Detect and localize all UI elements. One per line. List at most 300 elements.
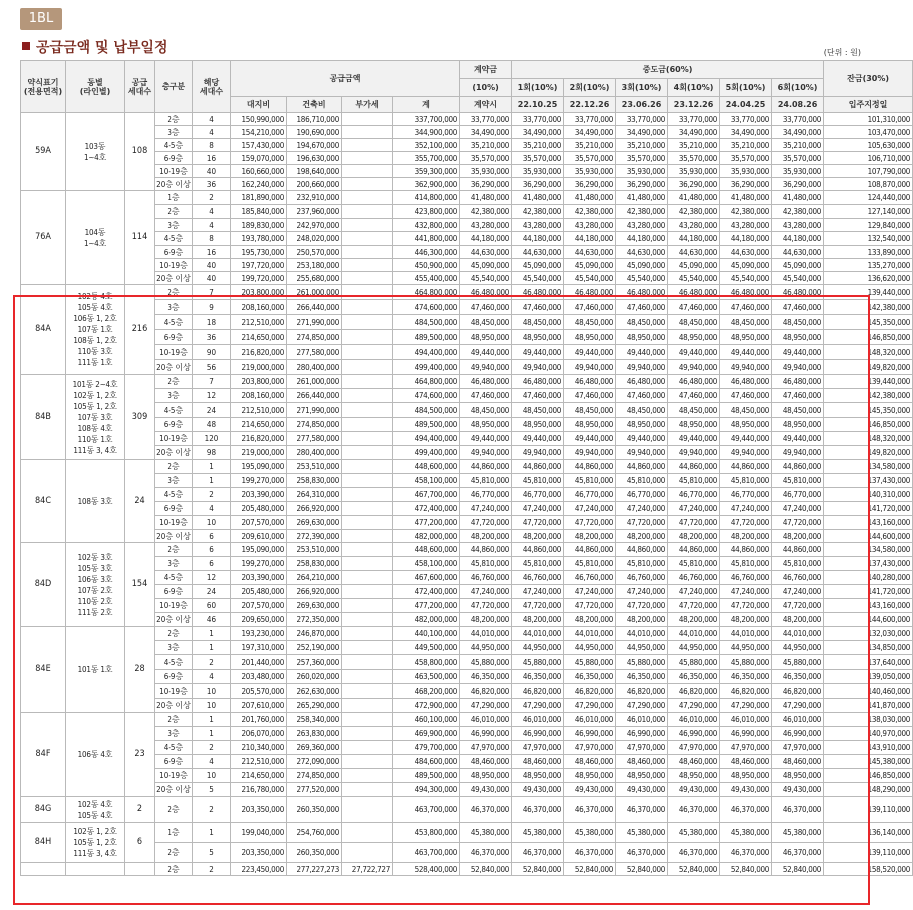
contract-cell: 36,290,000 bbox=[460, 178, 512, 191]
dong-line: 111동 3, 4호 bbox=[73, 445, 117, 455]
header-inst-label: 3회(10%) bbox=[616, 79, 668, 97]
inst2-cell: 46,480,000 bbox=[564, 285, 616, 300]
vat-cell bbox=[342, 557, 393, 571]
total-cell: 477,200,000 bbox=[393, 516, 460, 530]
inst1-cell: 45,810,000 bbox=[512, 557, 564, 571]
building-cell: 266,440,000 bbox=[287, 300, 342, 315]
balance-cell: 146,850,000 bbox=[824, 769, 913, 783]
land-cell: 159,070,000 bbox=[231, 152, 287, 165]
building-cell: 248,020,000 bbox=[287, 232, 342, 246]
table-row bbox=[21, 403, 913, 418]
vat-cell bbox=[342, 285, 393, 300]
dong-line: 101동 2~4호 bbox=[72, 379, 118, 389]
header-balance-when: 입주지정일 bbox=[824, 97, 913, 113]
building-cell: 190,690,000 bbox=[287, 126, 342, 139]
dong-cell bbox=[66, 797, 125, 823]
section-title bbox=[22, 37, 167, 57]
inst3-cell: 47,240,000 bbox=[616, 502, 668, 516]
inst3-cell: 52,840,000 bbox=[616, 863, 668, 876]
land-cell: 195,090,000 bbox=[231, 543, 287, 557]
dong-line: 104동 bbox=[84, 227, 106, 237]
table-row bbox=[21, 543, 913, 557]
inst4-cell: 36,290,000 bbox=[668, 178, 720, 191]
inst5-cell: 46,370,000 bbox=[720, 797, 772, 823]
contract-cell: 35,210,000 bbox=[460, 139, 512, 152]
balance-cell: 133,890,000 bbox=[824, 246, 913, 259]
land-cell: 214,650,000 bbox=[231, 330, 287, 345]
inst5-cell: 46,990,000 bbox=[720, 727, 772, 741]
table-row bbox=[21, 474, 913, 488]
inst3-cell: 44,860,000 bbox=[616, 460, 668, 474]
land-cell: 193,230,000 bbox=[231, 627, 287, 641]
dong-line: 106동 3호 bbox=[77, 574, 113, 584]
table-row bbox=[21, 165, 913, 178]
inst4-cell: 44,860,000 bbox=[668, 460, 720, 474]
inst5-cell: 45,380,000 bbox=[720, 823, 772, 843]
contract-cell: 46,370,000 bbox=[460, 843, 512, 863]
land-cell: 212,510,000 bbox=[231, 755, 287, 769]
balance-cell: 124,440,000 bbox=[824, 191, 913, 205]
inst2-cell: 49,440,000 bbox=[564, 432, 616, 446]
total-cell: 352,100,000 bbox=[393, 139, 460, 152]
contract-cell: 43,280,000 bbox=[460, 219, 512, 232]
supply-units-cell: 114 bbox=[125, 191, 155, 285]
vat-cell bbox=[342, 530, 393, 543]
dong-cell bbox=[66, 285, 125, 375]
inst5-cell: 44,950,000 bbox=[720, 641, 772, 655]
inst3-cell: 47,240,000 bbox=[616, 585, 668, 599]
inst4-cell: 46,350,000 bbox=[668, 670, 720, 684]
inst2-cell: 49,940,000 bbox=[564, 446, 616, 460]
inst2-cell: 47,240,000 bbox=[564, 585, 616, 599]
dong-cell bbox=[66, 375, 125, 460]
inst2-cell: 46,350,000 bbox=[564, 670, 616, 684]
inst5-cell: 45,810,000 bbox=[720, 557, 772, 571]
inst1-cell: 34,490,000 bbox=[512, 126, 564, 139]
inst3-cell: 48,460,000 bbox=[616, 755, 668, 769]
building-cell: 266,440,000 bbox=[287, 389, 342, 403]
vat-cell bbox=[342, 418, 393, 432]
inst5-cell: 46,820,000 bbox=[720, 684, 772, 699]
contract-cell: 47,460,000 bbox=[460, 300, 512, 315]
inst3-cell: 46,480,000 bbox=[616, 375, 668, 389]
inst3-cell: 48,200,000 bbox=[616, 613, 668, 627]
inst3-cell: 45,090,000 bbox=[616, 259, 668, 272]
count-cell: 12 bbox=[193, 389, 231, 403]
inst2-cell: 45,810,000 bbox=[564, 557, 616, 571]
balance-cell: 148,290,000 bbox=[824, 783, 913, 797]
contract-cell: 44,950,000 bbox=[460, 641, 512, 655]
floor-cell: 2층 bbox=[155, 627, 193, 641]
land-cell: 203,390,000 bbox=[231, 488, 287, 502]
balance-cell: 143,160,000 bbox=[824, 516, 913, 530]
inst4-cell: 44,010,000 bbox=[668, 627, 720, 641]
inst2-cell: 44,180,000 bbox=[564, 232, 616, 246]
contract-cell: 47,720,000 bbox=[460, 599, 512, 613]
dong-line: 102동 3호 bbox=[77, 552, 113, 562]
unit-type-cell: 84B bbox=[21, 375, 66, 460]
floor-cell: 4-5층 bbox=[155, 232, 193, 246]
inst2-cell: 47,460,000 bbox=[564, 389, 616, 403]
table-row bbox=[21, 557, 913, 571]
building-cell: 261,000,000 bbox=[287, 375, 342, 389]
total-cell: 477,200,000 bbox=[393, 599, 460, 613]
inst5-cell: 44,860,000 bbox=[720, 460, 772, 474]
building-cell: 232,910,000 bbox=[287, 191, 342, 205]
inst4-cell: 35,210,000 bbox=[668, 139, 720, 152]
dong-line: 102동 4호 bbox=[77, 292, 113, 301]
balance-cell: 132,030,000 bbox=[824, 627, 913, 641]
total-cell: 528,400,000 bbox=[393, 863, 460, 876]
floor-cell: 6-9층 bbox=[155, 418, 193, 432]
supply-units-cell: 23 bbox=[125, 713, 155, 797]
inst1-cell: 44,860,000 bbox=[512, 460, 564, 474]
total-cell: 489,500,000 bbox=[393, 418, 460, 432]
contract-cell: 47,970,000 bbox=[460, 741, 512, 755]
building-cell: 272,090,000 bbox=[287, 755, 342, 769]
inst2-cell: 48,450,000 bbox=[564, 403, 616, 418]
inst6-cell: 35,930,000 bbox=[772, 165, 824, 178]
inst4-cell: 33,770,000 bbox=[668, 113, 720, 126]
count-cell: 60 bbox=[193, 599, 231, 613]
header-contract-when: 계약시 bbox=[460, 97, 512, 113]
inst6-cell: 48,200,000 bbox=[772, 613, 824, 627]
table-row bbox=[21, 769, 913, 783]
inst3-cell: 47,290,000 bbox=[616, 699, 668, 713]
land-cell: 203,390,000 bbox=[231, 571, 287, 585]
balance-cell: 135,270,000 bbox=[824, 259, 913, 272]
table-row bbox=[21, 641, 913, 655]
floor-cell: 20층 이상 bbox=[156, 531, 191, 541]
inst1-cell: 44,630,000 bbox=[512, 246, 564, 259]
inst1-cell: 45,380,000 bbox=[512, 823, 564, 843]
inst2-cell: 48,950,000 bbox=[564, 418, 616, 432]
table-row bbox=[21, 432, 913, 446]
floor-cell: 3층 bbox=[155, 727, 193, 741]
inst2-cell: 48,950,000 bbox=[564, 330, 616, 345]
balance-cell: 145,350,000 bbox=[824, 315, 913, 330]
inst6-cell: 35,570,000 bbox=[772, 152, 824, 165]
table-row bbox=[21, 670, 913, 684]
inst6-cell: 46,370,000 bbox=[772, 843, 824, 863]
land-cell: 214,650,000 bbox=[231, 769, 287, 783]
land-cell: 206,070,000 bbox=[231, 727, 287, 741]
land-cell: 209,650,000 bbox=[231, 613, 287, 627]
total-cell: 469,900,000 bbox=[393, 727, 460, 741]
header-inst-label: 4회(10%) bbox=[668, 79, 720, 97]
total-cell: 362,900,000 bbox=[393, 178, 460, 191]
inst1-cell: 49,440,000 bbox=[512, 432, 564, 446]
balance-cell: 139,110,000 bbox=[824, 797, 913, 823]
land-cell: 214,650,000 bbox=[231, 418, 287, 432]
count-cell: 2 bbox=[193, 191, 231, 205]
dong-line: 102동 4호 bbox=[77, 799, 113, 809]
total-cell: 463,700,000 bbox=[393, 843, 460, 863]
inst5-cell: 49,440,000 bbox=[720, 432, 772, 446]
inst2-cell: 47,720,000 bbox=[564, 599, 616, 613]
inst3-cell: 35,210,000 bbox=[616, 139, 668, 152]
contract-cell: 44,180,000 bbox=[460, 232, 512, 246]
vat-cell bbox=[342, 543, 393, 557]
inst4-cell: 46,010,000 bbox=[668, 713, 720, 727]
inst1-cell: 46,370,000 bbox=[512, 843, 564, 863]
inst4-cell: 47,240,000 bbox=[668, 502, 720, 516]
total-cell: 464,800,000 bbox=[393, 285, 460, 300]
land-cell: 193,780,000 bbox=[231, 232, 287, 246]
table-row bbox=[21, 713, 913, 727]
floor-cell: 4-5층 bbox=[155, 403, 193, 418]
inst2-cell: 35,930,000 bbox=[564, 165, 616, 178]
balance-cell: 145,380,000 bbox=[824, 755, 913, 769]
table-row bbox=[21, 741, 913, 755]
inst2-cell: 42,380,000 bbox=[564, 205, 616, 219]
inst2-cell: 36,290,000 bbox=[564, 178, 616, 191]
inst5-cell: 47,240,000 bbox=[720, 585, 772, 599]
inst3-cell: 35,930,000 bbox=[616, 165, 668, 178]
inst5-cell: 47,970,000 bbox=[720, 741, 772, 755]
inst4-cell: 35,930,000 bbox=[668, 165, 720, 178]
inst6-cell: 48,950,000 bbox=[772, 418, 824, 432]
vat-cell bbox=[342, 345, 393, 360]
inst3-cell: 48,950,000 bbox=[616, 769, 668, 783]
total-cell: 474,600,000 bbox=[393, 389, 460, 403]
inst6-cell: 44,860,000 bbox=[772, 543, 824, 557]
header-price: 공급금액 bbox=[231, 61, 460, 97]
inst4-cell: 46,480,000 bbox=[668, 375, 720, 389]
floor-cell: 4-5층 bbox=[155, 571, 193, 585]
inst6-cell: 46,010,000 bbox=[772, 713, 824, 727]
inst2-cell: 48,200,000 bbox=[564, 530, 616, 543]
floor-cell: 2층 bbox=[155, 285, 193, 300]
contract-cell: 45,810,000 bbox=[460, 557, 512, 571]
inst1-cell: 46,770,000 bbox=[512, 488, 564, 502]
balance-cell: 149,820,000 bbox=[824, 446, 913, 460]
vat-cell bbox=[342, 272, 393, 285]
dong-cell bbox=[66, 191, 125, 285]
dong-line: 102동 1, 2호 bbox=[73, 390, 117, 400]
inst3-cell: 41,480,000 bbox=[616, 191, 668, 205]
total-cell: 484,500,000 bbox=[393, 403, 460, 418]
unit-type-cell: 84A bbox=[21, 285, 66, 375]
land-cell: 199,720,000 bbox=[231, 272, 287, 285]
building-cell: 260,350,000 bbox=[287, 843, 342, 863]
inst2-cell: 47,290,000 bbox=[564, 699, 616, 713]
inst5-cell: 47,720,000 bbox=[720, 516, 772, 530]
count-cell: 4 bbox=[193, 205, 231, 219]
inst3-cell: 35,570,000 bbox=[616, 152, 668, 165]
dong-line: 111동 2호 bbox=[77, 607, 113, 617]
inst6-cell: 45,380,000 bbox=[772, 823, 824, 843]
inst3-cell: 49,940,000 bbox=[616, 446, 668, 460]
inst5-cell: 45,090,000 bbox=[720, 259, 772, 272]
table-row bbox=[21, 315, 913, 330]
inst1-cell: 44,860,000 bbox=[512, 543, 564, 557]
inst5-cell: 46,010,000 bbox=[720, 713, 772, 727]
total-cell: 355,700,000 bbox=[393, 152, 460, 165]
inst4-cell: 46,820,000 bbox=[668, 684, 720, 699]
total-cell: 446,300,000 bbox=[393, 246, 460, 259]
table-row bbox=[21, 755, 913, 769]
inst6-cell: 49,440,000 bbox=[772, 345, 824, 360]
inst5-cell: 48,450,000 bbox=[720, 315, 772, 330]
inst4-cell: 46,990,000 bbox=[668, 727, 720, 741]
header-land: 대지비 bbox=[231, 97, 287, 113]
table-row bbox=[21, 345, 913, 360]
dong-line: 105동 4호 bbox=[77, 303, 113, 312]
header-inst-label: 5회(10%) bbox=[720, 79, 772, 97]
inst1-cell: 46,760,000 bbox=[512, 571, 564, 585]
table-row bbox=[21, 113, 913, 126]
dong-line: 107동 2호 bbox=[77, 585, 113, 595]
dong-line: 111동 1호 bbox=[77, 358, 113, 367]
table-row bbox=[21, 823, 913, 843]
vat-cell bbox=[342, 670, 393, 684]
land-cell: 197,310,000 bbox=[231, 641, 287, 655]
header-contract-pct: (10%) bbox=[460, 79, 512, 97]
land-cell: 203,480,000 bbox=[231, 670, 287, 684]
inst4-cell: 49,440,000 bbox=[668, 432, 720, 446]
vat-cell bbox=[342, 655, 393, 670]
contract-cell: 47,240,000 bbox=[460, 585, 512, 599]
contract-cell: 48,950,000 bbox=[460, 418, 512, 432]
balance-cell: 146,850,000 bbox=[824, 418, 913, 432]
inst3-cell: 45,810,000 bbox=[616, 557, 668, 571]
land-cell: 223,450,000 bbox=[231, 863, 287, 876]
vat-cell bbox=[342, 460, 393, 474]
unit-type-cell: 84E bbox=[21, 627, 66, 713]
inst4-cell: 47,720,000 bbox=[668, 599, 720, 613]
floor-cell: 2층 bbox=[155, 543, 193, 557]
vat-cell bbox=[342, 755, 393, 769]
inst6-cell: 52,840,000 bbox=[772, 863, 824, 876]
total-cell: 448,600,000 bbox=[393, 543, 460, 557]
table-row bbox=[21, 330, 913, 345]
inst1-cell: 47,240,000 bbox=[512, 502, 564, 516]
inst6-cell: 48,450,000 bbox=[772, 403, 824, 418]
vat-cell bbox=[342, 315, 393, 330]
inst5-cell: 42,380,000 bbox=[720, 205, 772, 219]
inst3-cell: 46,370,000 bbox=[616, 797, 668, 823]
inst2-cell: 48,950,000 bbox=[564, 769, 616, 783]
vat-cell bbox=[342, 300, 393, 315]
inst6-cell: 33,770,000 bbox=[772, 113, 824, 126]
dong-cell bbox=[66, 823, 125, 863]
table-row bbox=[21, 205, 913, 219]
inst6-cell: 45,880,000 bbox=[772, 655, 824, 670]
total-cell: 494,400,000 bbox=[393, 345, 460, 360]
inst3-cell: 45,880,000 bbox=[616, 655, 668, 670]
inst5-cell: 48,950,000 bbox=[720, 330, 772, 345]
count-cell: 24 bbox=[193, 403, 231, 418]
count-cell: 9 bbox=[193, 300, 231, 315]
inst3-cell: 44,950,000 bbox=[616, 641, 668, 655]
table-row bbox=[21, 613, 913, 627]
balance-cell: 139,110,000 bbox=[824, 843, 913, 863]
header-vat: 부가세 bbox=[342, 97, 393, 113]
total-cell: 423,800,000 bbox=[393, 205, 460, 219]
balance-cell: 140,280,000 bbox=[824, 571, 913, 585]
inst2-cell: 45,380,000 bbox=[564, 823, 616, 843]
total-cell: 499,400,000 bbox=[393, 360, 460, 375]
inst3-cell: 43,280,000 bbox=[616, 219, 668, 232]
building-cell: 277,520,000 bbox=[287, 783, 342, 797]
floor-cell: 1층 bbox=[155, 191, 193, 205]
count-cell: 40 bbox=[193, 259, 231, 272]
land-cell: 201,760,000 bbox=[231, 713, 287, 727]
building-cell: 198,640,000 bbox=[287, 165, 342, 178]
table-row bbox=[21, 446, 913, 460]
contract-cell: 45,540,000 bbox=[460, 272, 512, 285]
building-cell: 271,990,000 bbox=[287, 315, 342, 330]
land-cell: 203,800,000 bbox=[231, 375, 287, 389]
vat-cell bbox=[342, 613, 393, 627]
header-inst-label: 1회(10%) bbox=[512, 79, 564, 97]
total-cell: 458,100,000 bbox=[393, 557, 460, 571]
unit-type-cell: 59A bbox=[21, 113, 66, 191]
floor-cell: 4-5층 bbox=[155, 315, 193, 330]
count-cell: 4 bbox=[193, 113, 231, 126]
inst1-cell: 45,880,000 bbox=[512, 655, 564, 670]
inst6-cell: 46,350,000 bbox=[772, 670, 824, 684]
vat-cell bbox=[342, 360, 393, 375]
block-badge: 1BL bbox=[20, 8, 62, 30]
inst6-cell: 45,810,000 bbox=[772, 474, 824, 488]
building-cell: 254,760,000 bbox=[287, 823, 342, 843]
count-cell: 12 bbox=[193, 571, 231, 585]
total-cell: 482,000,000 bbox=[393, 613, 460, 627]
header-dong: 동별 (라인별) bbox=[66, 61, 125, 113]
inst2-cell: 44,010,000 bbox=[564, 627, 616, 641]
inst4-cell: 45,090,000 bbox=[668, 259, 720, 272]
floor-cell: 2층 bbox=[155, 113, 193, 126]
total-cell: 337,700,000 bbox=[393, 113, 460, 126]
inst1-cell: 33,770,000 bbox=[512, 113, 564, 126]
vat-cell bbox=[342, 488, 393, 502]
vat-cell bbox=[342, 843, 393, 863]
inst2-cell: 35,210,000 bbox=[564, 139, 616, 152]
balance-cell: 136,140,000 bbox=[824, 823, 913, 843]
floor-cell: 6-9층 bbox=[155, 330, 193, 345]
floor-cell: 10-19층 bbox=[155, 345, 193, 360]
contract-cell: 46,480,000 bbox=[460, 375, 512, 389]
inst5-cell: 36,290,000 bbox=[720, 178, 772, 191]
vat-cell bbox=[342, 432, 393, 446]
unit-type-cell: 84C bbox=[21, 460, 66, 543]
table-row bbox=[21, 259, 913, 272]
inst4-cell: 47,460,000 bbox=[668, 389, 720, 403]
inst6-cell: 44,180,000 bbox=[772, 232, 824, 246]
floor-cell: 10-19층 bbox=[155, 684, 193, 699]
inst1-cell: 48,450,000 bbox=[512, 315, 564, 330]
supply-units-cell: 154 bbox=[125, 543, 155, 627]
floor-cell: 6-9층 bbox=[155, 152, 193, 165]
count-cell: 4 bbox=[193, 502, 231, 516]
land-cell: 154,210,000 bbox=[231, 126, 287, 139]
contract-cell: 48,200,000 bbox=[460, 530, 512, 543]
floor-cell: 1층 bbox=[155, 823, 193, 843]
total-cell: 414,800,000 bbox=[393, 191, 460, 205]
building-cell: 253,510,000 bbox=[287, 543, 342, 557]
count-cell: 36 bbox=[193, 178, 231, 191]
table-row bbox=[21, 699, 913, 713]
table-row bbox=[21, 530, 913, 543]
floor-cell: 6-9층 bbox=[155, 755, 193, 769]
balance-cell: 127,140,000 bbox=[824, 205, 913, 219]
table-row bbox=[21, 232, 913, 246]
land-cell: 162,240,000 bbox=[231, 178, 287, 191]
building-cell: 237,960,000 bbox=[287, 205, 342, 219]
total-cell: 464,800,000 bbox=[393, 375, 460, 389]
